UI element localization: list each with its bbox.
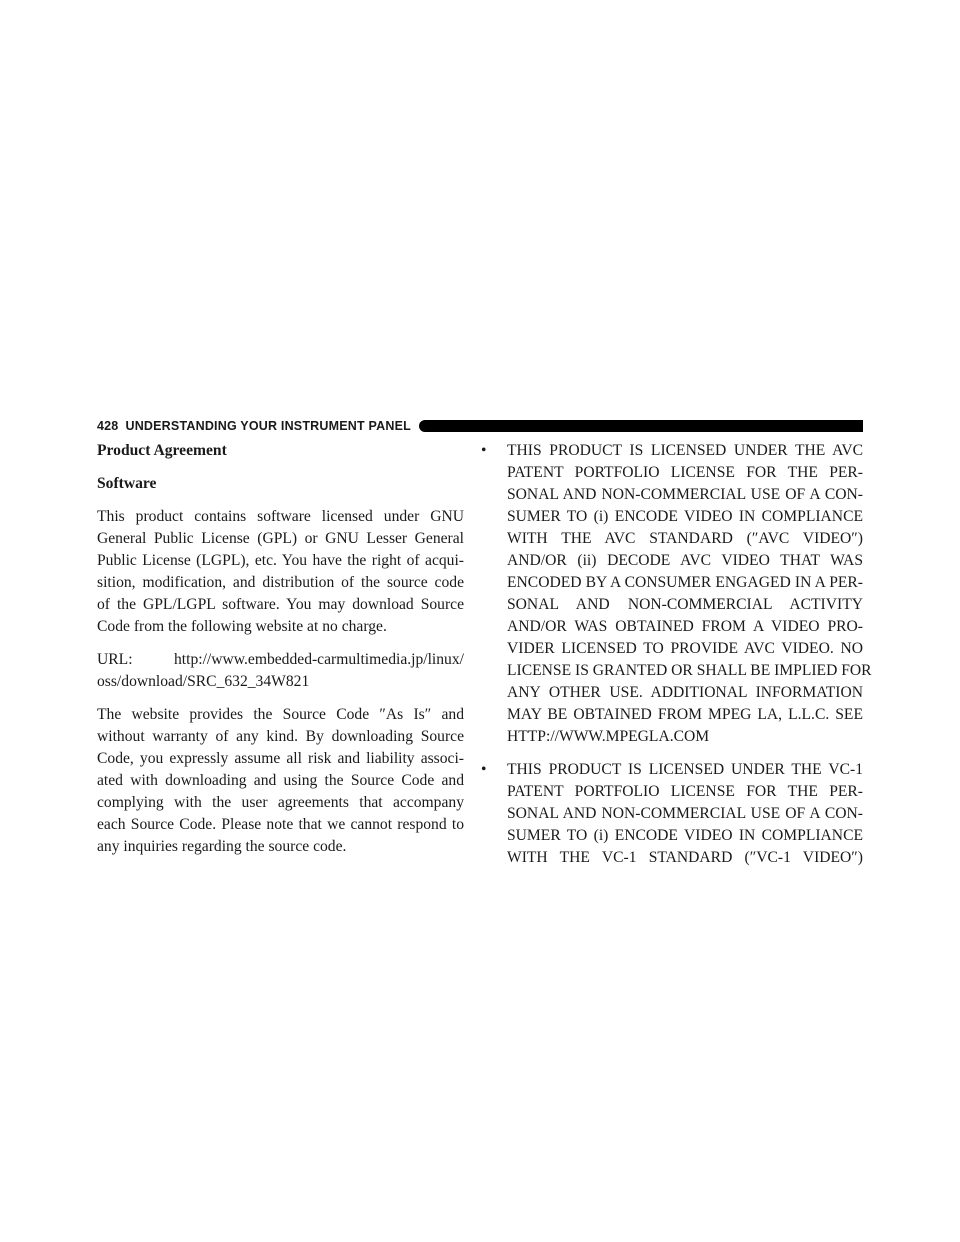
- text-line: Public License (LGPL), etc. You have the right of acqui-: [97, 552, 464, 569]
- text-line: WITH THE AVC STANDARD (″AVC VIDEO″): [507, 530, 863, 547]
- section-title: UNDERSTANDING YOUR INSTRUMENT PANEL: [125, 419, 411, 433]
- text-line: Code from the following website at no charge.: [97, 618, 387, 635]
- text-line: sition, modification, and distribution of the source code: [97, 574, 464, 591]
- heading-software: Software: [97, 475, 157, 492]
- bullet-icon: •: [481, 761, 487, 778]
- left-column: [97, 440, 464, 869]
- text-line: HTTP://WWW.MPEGLA.COM: [507, 728, 710, 745]
- url-line: oss/download/SRC_632_34W821: [97, 673, 310, 690]
- bullet-avc-license: [477, 440, 872, 748]
- text-line: Code, you expressly assume all risk and liability associ-: [97, 750, 464, 767]
- page-header: [97, 419, 863, 433]
- text-line: ENCODED BY A CONSUMER ENGAGED IN A PER-: [507, 574, 863, 591]
- text-line: VIDER LICENSED TO PROVIDE AVC VIDEO. NO: [507, 640, 863, 657]
- paragraph-source-url: [97, 649, 464, 693]
- text-line: any inquiries regarding the source code.: [97, 838, 347, 855]
- text-line: complying with the user agreements that accompany: [97, 794, 464, 811]
- text-line: each Source Code. Please note that we cannot respond to: [97, 816, 464, 833]
- text-line: SONAL AND NON-COMMERCIAL USE OF A CON-: [507, 486, 863, 503]
- url-line: URL: http://www.embedded-carmultimedia.jp/linux/: [97, 651, 464, 668]
- text-line: AND/OR WAS OBTAINED FROM A VIDEO PRO-: [507, 618, 863, 635]
- text-line: SONAL AND NON-COMMERCIAL USE OF A CON-: [507, 805, 863, 822]
- text-line: General Public License (GPL) or GNU Lesser General: [97, 530, 464, 547]
- heading-product-agreement: Product Agreement: [97, 442, 227, 459]
- text-line: This product contains software licensed under GNU: [97, 508, 464, 525]
- text-line: ated with downloading and using the Source Code and: [97, 772, 464, 789]
- text-line: LICENSE IS GRANTED OR SHALL BE IMPLIED FOR: [507, 662, 872, 679]
- text-line: WITH THE VC-1 STANDARD (″VC-1 VIDEO″): [507, 849, 863, 866]
- text-line: PATENT PORTFOLIO LICENSE FOR THE PER-: [507, 464, 863, 481]
- text-line: without warranty of any kind. By downloading Source: [97, 728, 464, 745]
- text-line: MAY BE OBTAINED FROM MPEG LA, L.L.C. SEE: [507, 706, 863, 723]
- text-line: THIS PRODUCT IS LICENSED UNDER THE VC-1: [507, 761, 863, 778]
- header-rule: [419, 420, 863, 432]
- text-line: PATENT PORTFOLIO LICENSE FOR THE PER-: [507, 783, 863, 800]
- page-number: 428: [97, 419, 119, 433]
- paragraph-gpl-license: [97, 506, 464, 638]
- text-line: SUMER TO (i) ENCODE VIDEO IN COMPLIANCE: [507, 827, 863, 844]
- bullet-icon: •: [481, 442, 487, 459]
- text-line: AND/OR (ii) DECODE AVC VIDEO THAT WAS: [507, 552, 863, 569]
- text-line: The website provides the Source Code ″As Is″ and: [97, 706, 464, 723]
- bullet-vc1-license: [477, 759, 863, 869]
- text-line: ANY OTHER USE. ADDITIONAL INFORMATION: [507, 684, 863, 701]
- text-line: SONAL AND NON-COMMERCIAL ACTIVITY: [507, 596, 863, 613]
- text-line: SUMER TO (i) ENCODE VIDEO IN COMPLIANCE: [507, 508, 863, 525]
- paragraph-disclaimer: [97, 704, 464, 858]
- right-column: [477, 440, 872, 880]
- text-line: of the GPL/LGPL software. You may download Source: [97, 596, 464, 613]
- text-line: THIS PRODUCT IS LICENSED UNDER THE AVC: [507, 442, 863, 459]
